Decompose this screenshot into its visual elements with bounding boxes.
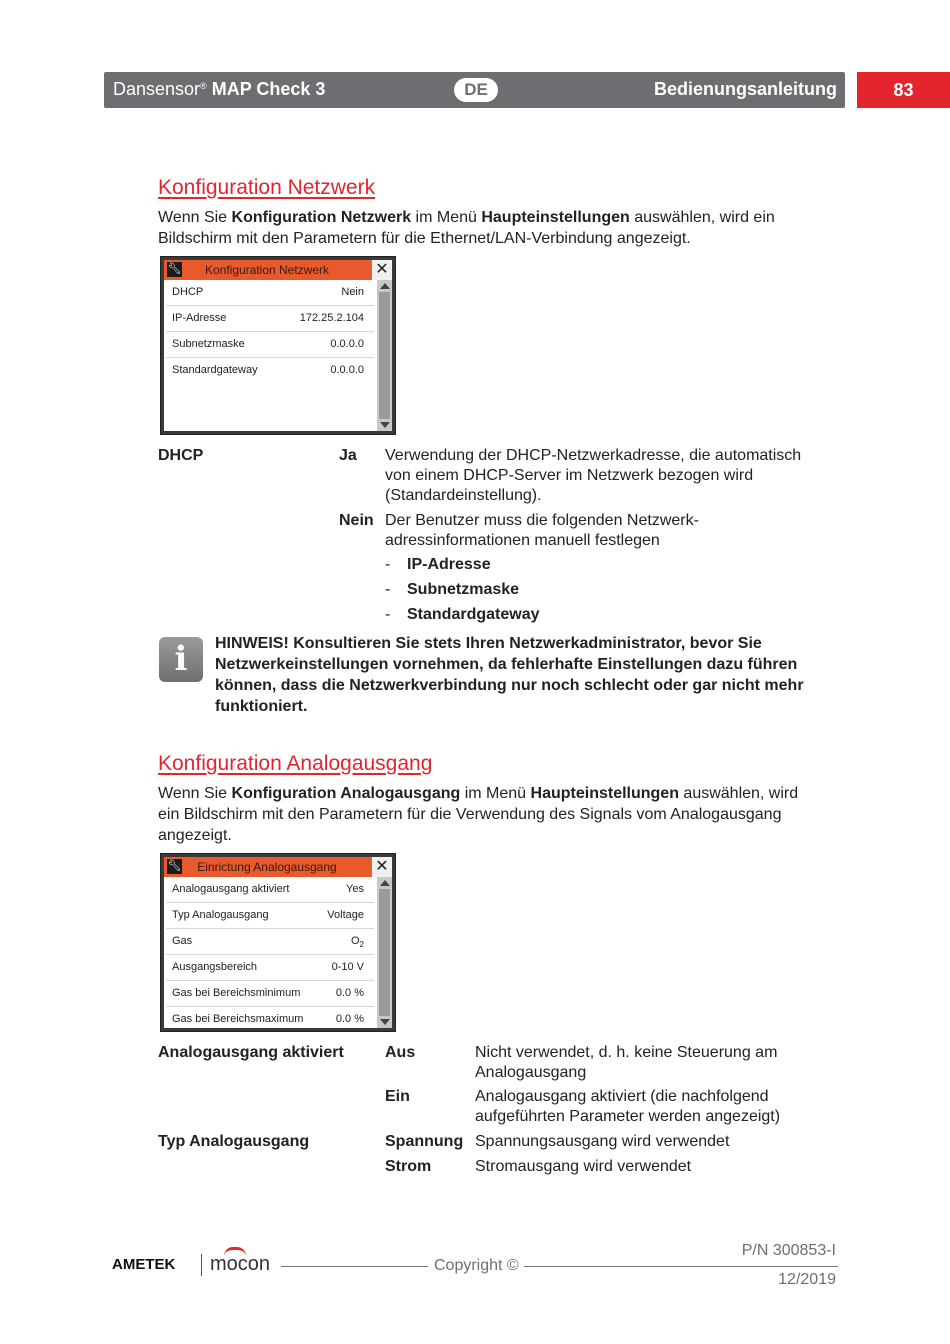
- list-item-ip-address: IP-Adresse: [407, 556, 491, 573]
- setting-label: Analogausgang aktiviert: [172, 883, 290, 895]
- document-title: Bedienungsanleitung: [653, 79, 837, 99]
- setting-row-ip-address[interactable]: [166, 306, 374, 332]
- scroll-down-icon[interactable]: [380, 422, 390, 428]
- close-icon[interactable]: ✕: [371, 857, 392, 877]
- screen-titlebar: [164, 260, 392, 280]
- section-intro-analog-output: Wenn Sie Konfiguration Analogausgang im Menü Haupteinstellungen auswählen, wird ein Bildschirm mit den Parametern für die Verwendung des Signals vom Analogausgang angezeigt.: [158, 785, 799, 844]
- setting-label: IP-Adresse: [172, 312, 227, 324]
- def-desc-spannung: Spannungsausgang wird verwendet: [475, 1133, 730, 1150]
- wrench-icon[interactable]: 🔧︎: [167, 263, 182, 275]
- setting-value: 0.0 %: [335, 987, 364, 999]
- network-config-screen: [160, 256, 396, 435]
- setting-value: 0.0 %: [335, 1013, 364, 1025]
- setting-row-analog-enabled[interactable]: [166, 877, 374, 903]
- scroll-up-icon[interactable]: [380, 283, 390, 289]
- ametek-logo: AMETEK: [112, 1256, 176, 1273]
- def-desc-ein: Analogausgang aktiviert (die nachfolgend aufgeführten Parameter werden angezeigt): [475, 1088, 781, 1125]
- product-name: Dansensor® MAP Check 3: [113, 79, 326, 99]
- footer-rule-right: [524, 1266, 838, 1267]
- logo-separator: [201, 1254, 202, 1276]
- scroll-thumb[interactable]: [379, 292, 390, 419]
- screen-content: [164, 877, 392, 1028]
- close-icon[interactable]: ✕: [371, 260, 392, 280]
- setting-value: Nein: [341, 286, 364, 298]
- wrench-icon[interactable]: 🔧︎: [167, 860, 182, 872]
- setting-row-default-gateway[interactable]: [166, 358, 374, 383]
- setting-label: Subnetzmaske: [172, 338, 245, 350]
- setting-value: 172.25.2.104: [299, 312, 364, 324]
- setting-value: 0.0.0.0: [330, 338, 364, 350]
- scroll-down-icon[interactable]: [380, 1019, 390, 1025]
- def-desc-ja: Verwendung der DHCP-Netzwerkadresse, die automatisch von einem DHCP-Server im Netzwerk bezogen wird (Standardeinstellung).: [385, 447, 802, 504]
- setting-label: Standardgateway: [172, 364, 258, 376]
- section-intro-network: Wenn Sie Konfiguration Netzwerk im Menü Haupteinstellungen auswählen, wird ein Bildschirm mit den Parametern für die Ethernet/LAN-Verbindung angezeigt.: [158, 209, 775, 247]
- list-bullet: -: [385, 556, 391, 573]
- def-option-ein: Ein: [385, 1088, 410, 1105]
- setting-label: Ausgangsbereich: [172, 961, 258, 973]
- screen-content: [164, 280, 392, 431]
- setting-label: Gas bei Bereichsmaximum: [172, 1013, 304, 1025]
- part-number: P/N 300853-I: [741, 1242, 836, 1259]
- screen-title: Einrictung Analogausgang: [197, 860, 337, 874]
- def-option-strom: Strom: [385, 1158, 432, 1175]
- setting-label: Gas bei Bereichsminimum: [172, 987, 301, 999]
- setting-value: $O_2$: [350, 935, 364, 950]
- def-term-analog-enabled: Analogausgang aktiviert: [158, 1044, 344, 1061]
- setting-row-analog-type[interactable]: [166, 903, 374, 929]
- list-item-default-gateway: Standardgateway: [407, 606, 540, 623]
- setting-row-gas-range-max[interactable]: [166, 1007, 374, 1032]
- section-title-network: Konfiguration Netzwerk: [158, 176, 376, 199]
- note-text: HINWEIS! Konsultieren Sie stets Ihren Netzwerkadministrator, bevor Sie Netzwerkeinstellungen vornehmen, da fehlerhafte Einstellungen dazu führen können, dass die Netzwerkverbindung nur noch schlecht oder gar nicht mehr funktioniert.: [215, 635, 804, 715]
- document-date: 12/2019: [778, 1271, 836, 1288]
- list-item-subnet-mask: Subnetzmaske: [407, 581, 520, 598]
- def-term-dhcp: DHCP: [158, 447, 204, 464]
- setting-value: Voltage: [327, 909, 364, 921]
- setting-row-gas-range-min[interactable]: [166, 981, 374, 1007]
- analog-output-screen: [160, 853, 396, 1032]
- def-term-analog-type: Typ Analogausgang: [158, 1133, 310, 1150]
- def-option-nein: Nein: [339, 512, 374, 529]
- setting-label: Typ Analogausgang: [172, 909, 269, 921]
- setting-value: 0.0.0.0: [330, 364, 364, 376]
- def-desc-aus: Nicht verwendet, d. h. keine Steuerung am Analogausgang: [475, 1044, 778, 1081]
- setting-label: DHCP: [172, 286, 204, 298]
- setting-label: Gas: [172, 935, 193, 947]
- footer-rule-left: [281, 1266, 428, 1267]
- section-title-analog-output: Konfiguration Analogausgang: [158, 752, 433, 775]
- screen-titlebar: [164, 857, 392, 877]
- setting-value: Yes: [346, 883, 364, 895]
- setting-row-output-range[interactable]: [166, 955, 374, 981]
- def-option-aus: Aus: [385, 1044, 416, 1061]
- scroll-thumb[interactable]: [379, 889, 390, 1016]
- setting-row-gas[interactable]: [166, 929, 374, 955]
- def-option-ja: Ja: [339, 447, 357, 464]
- def-desc-strom: Stromausgang wird verwendet: [475, 1158, 692, 1175]
- list-bullet: -: [385, 581, 391, 598]
- def-option-spannung: Spannung: [385, 1133, 464, 1150]
- setting-row-dhcp[interactable]: [166, 280, 374, 306]
- scrollbar[interactable]: [377, 877, 392, 1028]
- scrollbar[interactable]: [377, 280, 392, 431]
- screen-title: Konfiguration Netzwerk: [204, 263, 330, 277]
- mocon-logo: mocon: [210, 1253, 271, 1275]
- copyright: Copyright ©: [434, 1257, 519, 1274]
- language-badge: DE: [454, 78, 498, 102]
- setting-value: 0-10 V: [331, 961, 364, 973]
- def-desc-nein: Der Benutzer muss die folgenden Netzwerk-adressinformationen manuell festlegen: [385, 512, 699, 549]
- setting-row-subnet-mask[interactable]: [166, 332, 374, 358]
- list-bullet: -: [385, 606, 391, 623]
- scroll-up-icon[interactable]: [380, 880, 390, 886]
- page-number: 83: [857, 72, 950, 108]
- info-icon: i: [159, 637, 203, 682]
